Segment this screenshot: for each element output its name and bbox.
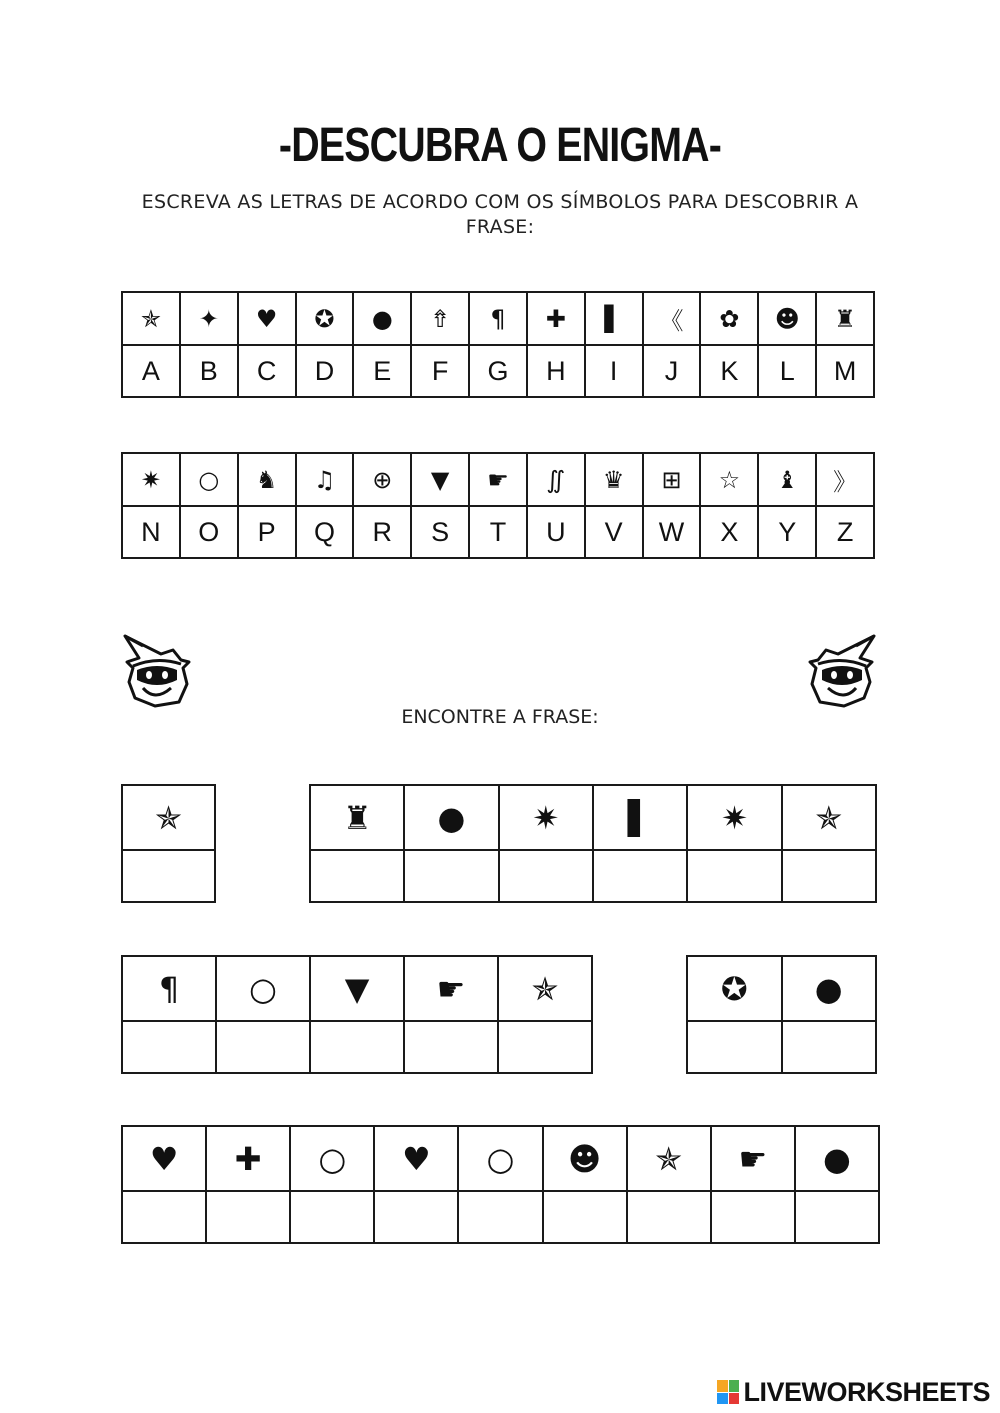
puzzle-symbol: ▌	[593, 785, 687, 850]
key-letter-o: O	[180, 506, 238, 558]
key-symbol-v: ♛	[585, 453, 643, 506]
puzzle-word-1	[121, 784, 216, 903]
logo-square	[729, 1393, 740, 1405]
key-letters-row	[122, 345, 874, 397]
key-letter-q: Q	[296, 506, 354, 558]
key-symbol-z: 》	[816, 453, 874, 506]
answer-cell[interactable]	[593, 850, 687, 902]
answer-cell[interactable]	[122, 1191, 206, 1243]
key-letter-d: D	[296, 345, 354, 397]
puzzle-symbol: ✯	[122, 785, 215, 850]
key-symbol-f: ⇮	[411, 292, 469, 345]
key-letter-w: W	[643, 506, 701, 558]
answer-cell[interactable]	[122, 850, 215, 902]
key-letter-i: I	[585, 345, 643, 397]
puzzle-symbol: ♥	[122, 1126, 206, 1191]
answer-cell[interactable]	[782, 1021, 877, 1073]
key-letter-g: G	[469, 345, 527, 397]
logo-square	[717, 1393, 728, 1405]
key-symbol-d: ✪	[296, 292, 354, 345]
key-letter-z: Z	[816, 506, 874, 558]
wizard-icon	[121, 632, 193, 708]
key-letter-x: X	[700, 506, 758, 558]
answer-cell[interactable]	[543, 1191, 627, 1243]
key-letter-j: J	[643, 345, 701, 397]
key-symbol-y: ♝	[758, 453, 816, 506]
key-letter-p: P	[238, 506, 296, 558]
key-letter-t: T	[469, 506, 527, 558]
key-symbol-i: ▌	[585, 292, 643, 345]
key-symbol-e: ●	[353, 292, 411, 345]
logo-square	[717, 1380, 728, 1392]
key-symbol-u: ∬	[527, 453, 585, 506]
key-letter-h: H	[527, 345, 585, 397]
answer-cell[interactable]	[122, 1021, 216, 1073]
answer-cell[interactable]	[404, 1021, 498, 1073]
cipher-key-n-z	[121, 452, 875, 559]
logo-square	[729, 1380, 740, 1392]
puzzle-symbol: ☛	[404, 956, 498, 1021]
key-symbol-r: ⊕	[353, 453, 411, 506]
wizard-icon	[806, 632, 878, 708]
answer-cell[interactable]	[206, 1191, 290, 1243]
puzzle-word-5	[121, 1125, 880, 1244]
key-letter-v: V	[585, 506, 643, 558]
instructions-text: ESCREVA AS LETRAS DE ACORDO COM OS SÍMBOLOS PARA DESCOBRIR A FRASE:	[141, 191, 859, 238]
key-letter-u: U	[527, 506, 585, 558]
key-letter-r: R	[353, 506, 411, 558]
key-letter-a: A	[122, 345, 180, 397]
puzzle-symbol: ✯	[627, 1126, 711, 1191]
puzzle-symbol: ¶	[122, 956, 216, 1021]
answer-cell[interactable]	[795, 1191, 879, 1243]
key-symbol-w: ⊞	[643, 453, 701, 506]
key-symbols-row	[122, 292, 874, 345]
key-symbols-row	[122, 453, 874, 506]
answer-cell[interactable]	[711, 1191, 795, 1243]
key-letter-s: S	[411, 506, 469, 558]
puzzle-symbol: ▼	[310, 956, 404, 1021]
key-symbol-m: ♜	[816, 292, 874, 345]
key-symbol-j: 《	[643, 292, 701, 345]
puzzle-symbol: ✚	[206, 1126, 290, 1191]
puzzle-symbol: ○	[216, 956, 310, 1021]
answer-cell[interactable]	[498, 1021, 592, 1073]
key-symbol-o: ○	[180, 453, 238, 506]
puzzle-symbol: ●	[404, 785, 498, 850]
puzzle-symbol: ✯	[782, 785, 876, 850]
answer-cell[interactable]	[310, 850, 404, 902]
key-symbol-p: ♞	[238, 453, 296, 506]
puzzle-symbol: ✪	[687, 956, 782, 1021]
puzzle-word-4	[686, 955, 877, 1074]
key-symbol-b: ✦	[180, 292, 238, 345]
answer-cell[interactable]	[404, 850, 498, 902]
cipher-key-a-m	[121, 291, 875, 398]
answer-cell[interactable]	[310, 1021, 404, 1073]
find-phrase-label: ENCONTRE A FRASE:	[401, 706, 599, 728]
key-symbol-h: ✚	[527, 292, 585, 345]
answer-cell[interactable]	[290, 1191, 374, 1243]
answer-cell[interactable]	[216, 1021, 310, 1073]
key-letter-m: M	[816, 345, 874, 397]
puzzle-symbol: ✷	[687, 785, 781, 850]
key-letter-y: Y	[758, 506, 816, 558]
key-symbol-n: ✷	[122, 453, 180, 506]
key-letter-e: E	[353, 345, 411, 397]
answer-cell[interactable]	[458, 1191, 542, 1243]
puzzle-symbol: ✯	[498, 956, 592, 1021]
puzzle-symbol: ☛	[711, 1126, 795, 1191]
key-letter-f: F	[411, 345, 469, 397]
answer-cell[interactable]	[687, 850, 781, 902]
answer-cell[interactable]	[687, 1021, 782, 1073]
puzzle-word-2	[309, 784, 877, 903]
key-symbol-q: ♫	[296, 453, 354, 506]
puzzle-symbol: ○	[290, 1126, 374, 1191]
answer-cell[interactable]	[782, 850, 876, 902]
key-letter-l: L	[758, 345, 816, 397]
key-symbol-t: ☛	[469, 453, 527, 506]
key-letter-k: K	[700, 345, 758, 397]
answer-cell[interactable]	[627, 1191, 711, 1243]
logo-badge-icon	[717, 1380, 739, 1404]
answer-cell[interactable]	[374, 1191, 458, 1243]
key-letter-c: C	[238, 345, 296, 397]
key-letter-b: B	[180, 345, 238, 397]
key-letters-row	[122, 506, 874, 558]
logo-text: LIVEWORKSHEETS	[743, 1376, 990, 1407]
puzzle-symbol: ○	[458, 1126, 542, 1191]
puzzle-symbol: ●	[795, 1126, 879, 1191]
key-letter-n: N	[122, 506, 180, 558]
key-symbol-l: ☻	[758, 292, 816, 345]
key-symbol-s: ▼	[411, 453, 469, 506]
key-symbol-g: ¶	[469, 292, 527, 345]
answer-cell[interactable]	[499, 850, 593, 902]
key-symbol-c: ♥	[238, 292, 296, 345]
puzzle-symbol: ♥	[374, 1126, 458, 1191]
liveworksheets-logo	[717, 1376, 990, 1408]
puzzle-symbol: ●	[782, 956, 877, 1021]
puzzle-symbol: ✷	[499, 785, 593, 850]
page-title: -DESCUBRA O ENIGMA-	[278, 119, 722, 172]
key-symbol-x: ☆	[700, 453, 758, 506]
key-symbol-k: ✿	[700, 292, 758, 345]
key-symbol-a: ✯	[122, 292, 180, 345]
puzzle-symbol: ☻	[543, 1126, 627, 1191]
puzzle-word-3	[121, 955, 593, 1074]
puzzle-symbol: ♜	[310, 785, 404, 850]
